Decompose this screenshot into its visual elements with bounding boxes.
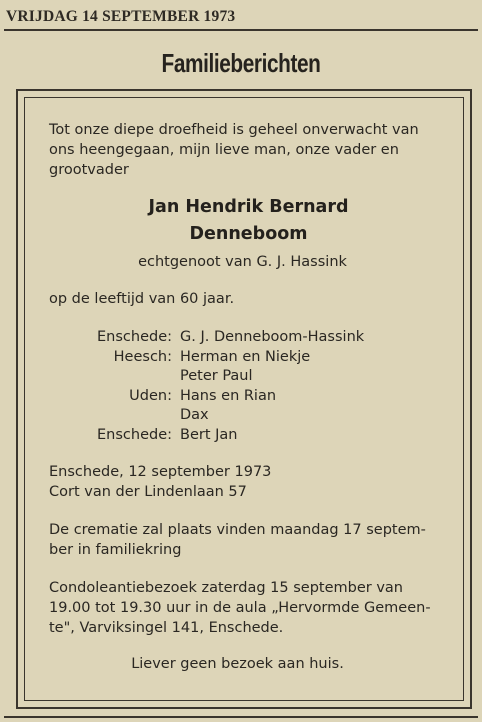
family-list <box>97 328 364 445</box>
family-row <box>97 406 364 426</box>
family-names: Peter Paul <box>180 368 253 384</box>
cremation-line: ber in familiekring <box>49 542 182 558</box>
condolence-line: 19.00 tot 19.30 uur in de aula „Hervormde Gemeen- <box>49 600 431 616</box>
family-place: Enschede: <box>97 426 172 443</box>
family-row <box>97 387 364 407</box>
family-names: Hans en Rian <box>180 387 277 404</box>
family-names: Dax <box>180 407 209 423</box>
deceased-surname: Denneboom <box>189 224 308 244</box>
family-names: G. J. Denneboom-Hassink <box>180 329 365 345</box>
family-place: Heesch: <box>113 348 172 365</box>
intro-line: grootvader <box>49 162 129 178</box>
deceased-name <box>49 194 454 248</box>
family-place: Enschede: <box>97 329 172 345</box>
header-rule <box>4 29 478 31</box>
spouse-line: echtgenoot van G. J. Hassink <box>138 254 347 270</box>
family-place: Uden: <box>129 387 172 404</box>
condolence-line: te", Varviksingel 141, Enschede. <box>49 620 284 636</box>
newspaper-date-header: VRIJDAG 14 SEPTEMBER 1973 <box>6 8 236 25</box>
intro-line: ons heengegaan, mijn lieve man, onze vader en <box>49 142 399 158</box>
family-row <box>97 328 364 348</box>
family-place <box>97 406 180 426</box>
age-line: op de leeftijd van 60 jaar. <box>49 291 235 307</box>
family-names: Herman en Niekje <box>180 348 311 365</box>
family-row <box>97 367 364 387</box>
family-row <box>97 426 364 446</box>
bottom-rule <box>4 716 478 718</box>
obituary-notice <box>49 120 454 674</box>
closing-line: Liever geen bezoek aan huis. <box>131 656 344 672</box>
intro-paragraph <box>49 120 449 180</box>
condolence-paragraph <box>49 578 453 638</box>
condolence-line: Condoleantiebezoek zaterdag 15 september van <box>49 580 403 596</box>
family-row <box>97 348 364 368</box>
cremation-line: De crematie zal plaats vinden maandag 17 septem- <box>49 522 426 538</box>
family-names: Bert Jan <box>180 426 238 443</box>
deceased-given-names: Jan Hendrik Bernard <box>148 197 349 217</box>
cremation-paragraph <box>49 520 454 560</box>
section-title: Familieberichten <box>161 48 321 78</box>
date-place-line: Enschede, 12 september 1973 <box>49 464 272 480</box>
intro-line: Tot onze diepe droefheid is geheel onverwacht van <box>49 122 419 138</box>
family-place <box>97 367 180 387</box>
date-address-block <box>49 462 454 502</box>
address-line: Cort van der Lindenlaan 57 <box>49 484 247 500</box>
